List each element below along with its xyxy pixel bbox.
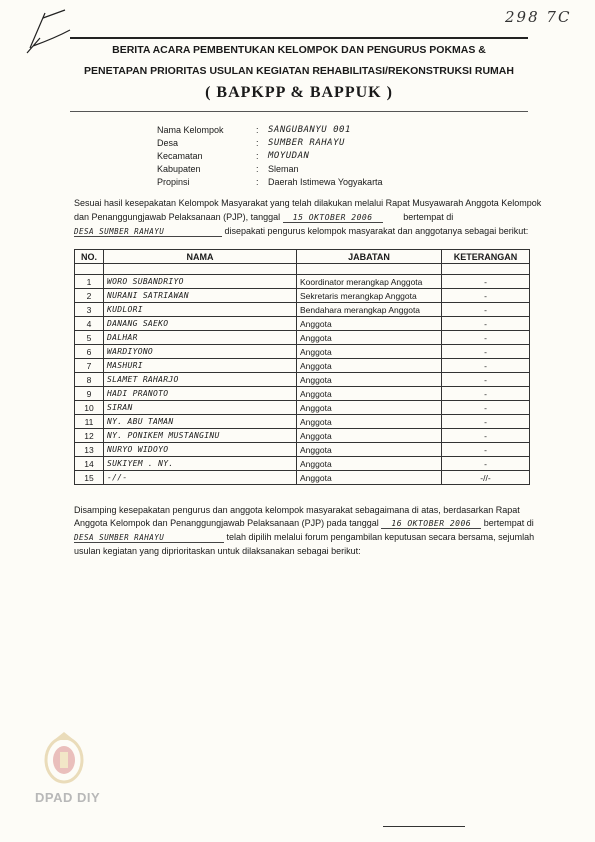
table-row <box>75 331 530 345</box>
table-row <box>75 359 530 373</box>
meeting-place-1: DESA SUMBER RAHAYU <box>74 227 222 237</box>
info-value: SUMBER RAHAYU <box>268 138 345 148</box>
cell-no: 12 <box>75 429 104 443</box>
meeting-date-1: 15 OKTOBER 2006 <box>283 213 383 223</box>
cell-no: 2 <box>75 289 104 303</box>
member-name: SUKIYEM . NY. <box>107 459 174 468</box>
para1-line3 <box>74 226 544 237</box>
cell-nama <box>104 429 297 443</box>
info-value: Daerah Istimewa Yogyakarta <box>268 177 383 187</box>
cell-nama <box>104 331 297 345</box>
cell-keterangan: - <box>442 303 530 317</box>
cell-keterangan: - <box>442 275 530 289</box>
member-name: NY. ABU TAMAN <box>107 417 174 426</box>
para1-line2 <box>74 212 544 223</box>
cell-no: 11 <box>75 415 104 429</box>
cell-no: 15 <box>75 471 104 485</box>
table-row <box>75 303 530 317</box>
member-name: HADI PRANOTO <box>107 389 169 398</box>
member-name: NURANI SATRIAWAN <box>107 291 189 300</box>
para2-text: telah dipilih melalui forum pengambilan keputusan secara bersama, sejumlah <box>226 532 535 542</box>
member-name: WORO SUBANDRIYO <box>107 277 184 286</box>
info-label: Nama Kelompok <box>157 125 224 135</box>
cell-nama <box>104 415 297 429</box>
cell-jabatan: Sekretaris merangkap Anggota <box>297 289 442 303</box>
para1-text: disepakati pengurus kelompok masyarakat dan anggotanya sebagai berikut: <box>224 226 529 236</box>
title-line-2: PENETAPAN PRIORITAS USULAN KEGIATAN REHABILITASI/REKONSTRUKSI RUMAH <box>84 65 514 77</box>
cell-no: 5 <box>75 331 104 345</box>
table-spacer-row <box>75 264 530 275</box>
para2-text: bertempat di <box>483 518 534 528</box>
para2-line1: Disamping kesepakatan pengurus dan anggota kelompok masyarakat sebagaimana di atas, berdasarkan Rapat <box>74 505 520 515</box>
info-colon: : <box>256 125 259 135</box>
member-name: SLAMET RAHARJO <box>107 375 179 384</box>
cell-keterangan: -//- <box>442 471 530 485</box>
info-value: MOYUDAN <box>268 151 310 161</box>
info-label: Propinsi <box>157 177 190 187</box>
cell-jabatan: Anggota <box>297 457 442 471</box>
para2-line3 <box>74 532 544 543</box>
cell-jabatan: Anggota <box>297 471 442 485</box>
cell-jabatan: Anggota <box>297 415 442 429</box>
cell-no: 10 <box>75 401 104 415</box>
cell-no: 1 <box>75 275 104 289</box>
cell-jabatan: Anggota <box>297 359 442 373</box>
cell-jabatan: Anggota <box>297 317 442 331</box>
cell-keterangan: - <box>442 345 530 359</box>
table-row <box>75 345 530 359</box>
cell-jabatan: Anggota <box>297 331 442 345</box>
cell-keterangan: - <box>442 415 530 429</box>
cell-jabatan: Anggota <box>297 345 442 359</box>
cell-jabatan: Anggota <box>297 429 442 443</box>
cell-keterangan: - <box>442 289 530 303</box>
cell-keterangan: - <box>442 457 530 471</box>
table-row <box>75 275 530 289</box>
cell-jabatan: Anggota <box>297 401 442 415</box>
page-number: 298 7C <box>505 8 572 26</box>
para2-line4: usulan kegiatan yang diprioritaskan untuk dilaksanakan sebagai berikut: <box>74 546 361 556</box>
table-row <box>75 415 530 429</box>
cell-nama <box>104 345 297 359</box>
cell-nama <box>104 387 297 401</box>
cell-no: 14 <box>75 457 104 471</box>
para1-text: bertempat di <box>403 212 454 222</box>
col-header-keterangan: KETERANGAN <box>442 250 530 264</box>
info-value: Sleman <box>268 164 299 174</box>
cell-nama <box>104 275 297 289</box>
cell-nama <box>104 303 297 317</box>
cell-jabatan: Anggota <box>297 387 442 401</box>
table-row <box>75 373 530 387</box>
table-row <box>75 317 530 331</box>
para2-text: Anggota Kelompok dan Penanggungjawab Pelaksanaan (PJP) pada tanggal <box>74 518 379 528</box>
para1-line1: Sesuai hasil kesepakatan Kelompok Masyarakat yang telah dilakukan melalui Rapat Musyawarah Anggota Kelompok <box>74 198 542 208</box>
info-label: Kecamatan <box>157 151 203 161</box>
cell-no: 8 <box>75 373 104 387</box>
title-line-1: BERITA ACARA PEMBENTUKAN KELOMPOK DAN PENGURUS POKMAS & <box>112 44 486 56</box>
table-row <box>75 443 530 457</box>
cell-no: 7 <box>75 359 104 373</box>
table-header-row <box>75 250 530 264</box>
watermark-text: DPAD DIY <box>35 790 101 805</box>
cell-keterangan: - <box>442 443 530 457</box>
col-header-jabatan: JABATAN <box>297 250 442 264</box>
cell-nama <box>104 317 297 331</box>
cell-nama <box>104 471 297 485</box>
cell-keterangan: - <box>442 373 530 387</box>
meeting-date-2: 16 OKTOBER 2006 <box>381 519 481 529</box>
col-header-no: NO. <box>75 250 104 264</box>
cell-nama <box>104 359 297 373</box>
member-name: NURYO WIDOYO <box>107 445 169 454</box>
cell-nama <box>104 289 297 303</box>
member-name: SIRAN <box>107 403 133 412</box>
cell-keterangan: - <box>442 317 530 331</box>
table-row <box>75 401 530 415</box>
cell-jabatan: Koordinator merangkap Anggota <box>297 275 442 289</box>
col-header-nama: NAMA <box>104 250 297 264</box>
cell-keterangan: - <box>442 401 530 415</box>
info-label: Desa <box>157 138 179 148</box>
cell-nama <box>104 443 297 457</box>
table-row <box>75 387 530 401</box>
info-label: Kabupaten <box>157 164 201 174</box>
cell-jabatan: Anggota <box>297 373 442 387</box>
cell-no: 6 <box>75 345 104 359</box>
member-name: KUDLORI <box>107 305 143 314</box>
title-line-3: ( BAPKPP & BAPPUK ) <box>205 84 393 101</box>
info-value: SANGUBANYU 001 <box>268 125 351 135</box>
cell-jabatan: Bendahara merangkap Anggota <box>297 303 442 317</box>
dpad-logo-icon <box>40 730 88 788</box>
cell-no: 4 <box>75 317 104 331</box>
cell-keterangan: - <box>442 359 530 373</box>
member-name: DANANG SAEKO <box>107 319 169 328</box>
info-colon: : <box>256 151 259 161</box>
member-name: DALHAR <box>107 333 138 342</box>
cell-keterangan: - <box>442 429 530 443</box>
cell-nama <box>104 401 297 415</box>
para2-line2 <box>74 518 544 529</box>
info-colon: : <box>256 177 259 187</box>
cell-keterangan: - <box>442 387 530 401</box>
cell-jabatan: Anggota <box>297 443 442 457</box>
member-name: MASHURI <box>107 361 143 370</box>
cell-no: 3 <box>75 303 104 317</box>
cell-keterangan: - <box>442 331 530 345</box>
info-colon: : <box>256 164 259 174</box>
para1-text: dan Penanggungjawab Pelaksanaan (PJP), tanggal <box>74 212 281 222</box>
table-row <box>75 471 530 485</box>
members-table <box>74 249 530 485</box>
cell-nama <box>104 457 297 471</box>
cell-no: 13 <box>75 443 104 457</box>
cell-nama <box>104 373 297 387</box>
cell-no: 9 <box>75 387 104 401</box>
info-colon: : <box>256 138 259 148</box>
member-name: WARDIYONO <box>107 347 154 356</box>
footer-divider <box>383 826 465 827</box>
table-row <box>75 289 530 303</box>
table-row <box>75 429 530 443</box>
table-row <box>75 457 530 471</box>
meeting-place-2: DESA SUMBER RAHAYU <box>74 533 224 543</box>
member-name: -//- <box>107 473 128 482</box>
member-name: NY. PONIKEM MUSTANGINU <box>107 431 220 440</box>
